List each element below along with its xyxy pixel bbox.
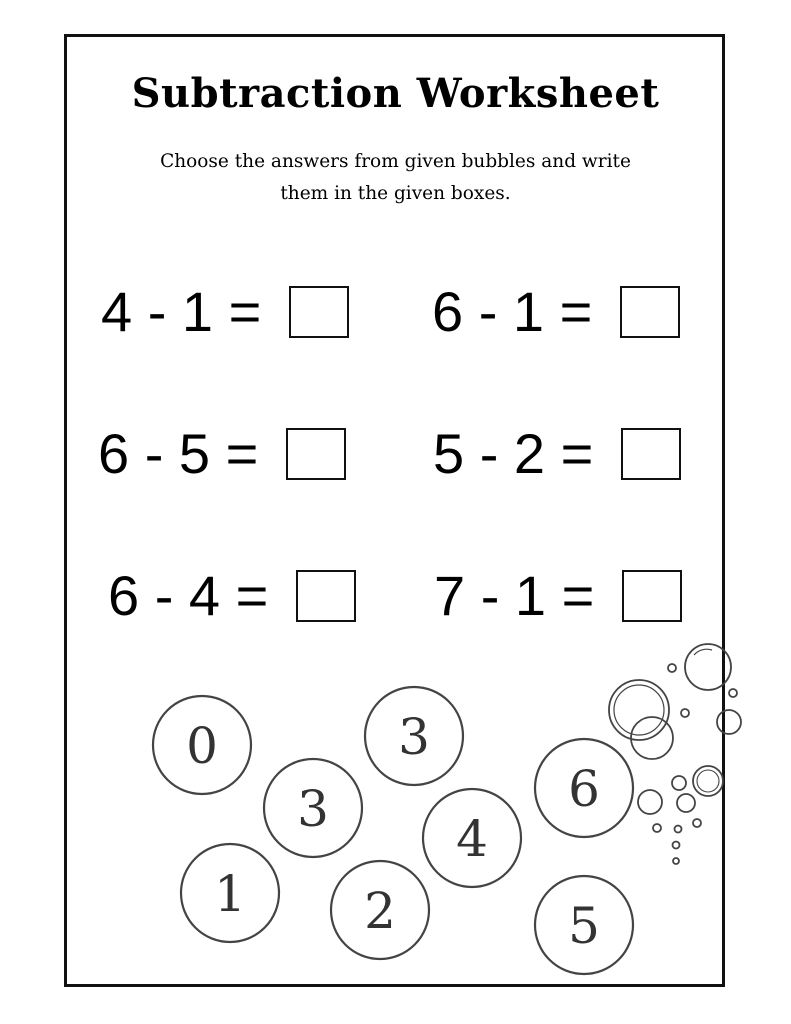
answer-bubble-2-label: 3 <box>297 780 329 838</box>
problem-2-expression: 6 - 1 = <box>432 280 608 343</box>
instructions <box>100 146 691 210</box>
problem-3-answer-box[interactable] <box>286 428 346 480</box>
problem-4-expression: 5 - 2 = <box>433 422 609 485</box>
problem-1-answer-box[interactable] <box>289 286 349 338</box>
problem-4-answer-box[interactable] <box>621 428 681 480</box>
problem-5 <box>108 561 356 631</box>
answer-bubble-6-label: 2 <box>364 882 396 940</box>
problem-2 <box>432 277 680 347</box>
problem-2-answer-box[interactable] <box>620 286 680 338</box>
problem-6-answer-box[interactable] <box>622 570 682 622</box>
problem-4 <box>433 419 681 489</box>
answer-bubble-3-label: 4 <box>456 810 488 868</box>
problem-3 <box>98 419 346 489</box>
problem-6 <box>434 561 682 631</box>
problem-5-expression: 6 - 4 = <box>108 564 284 627</box>
problem-5-answer-box[interactable] <box>296 570 356 622</box>
answer-bubble-7-label: 5 <box>568 897 600 955</box>
problem-1-expression: 4 - 1 = <box>101 280 277 343</box>
problem-6-expression: 7 - 1 = <box>434 564 610 627</box>
instructions-line-1: Choose the answers from given bubbles and write <box>160 151 631 172</box>
answer-bubble-5-label: 1 <box>214 865 246 923</box>
worksheet-title: Subtraction Worksheet <box>131 70 660 117</box>
answer-bubble-0-label: 0 <box>186 717 218 775</box>
answer-bubble-1-label: 3 <box>398 708 430 766</box>
problem-3-expression: 6 - 5 = <box>98 422 274 485</box>
instructions-line-2: them in the given boxes. <box>280 183 511 204</box>
problem-1 <box>101 277 349 347</box>
answer-bubble-4-label: 6 <box>568 760 600 818</box>
